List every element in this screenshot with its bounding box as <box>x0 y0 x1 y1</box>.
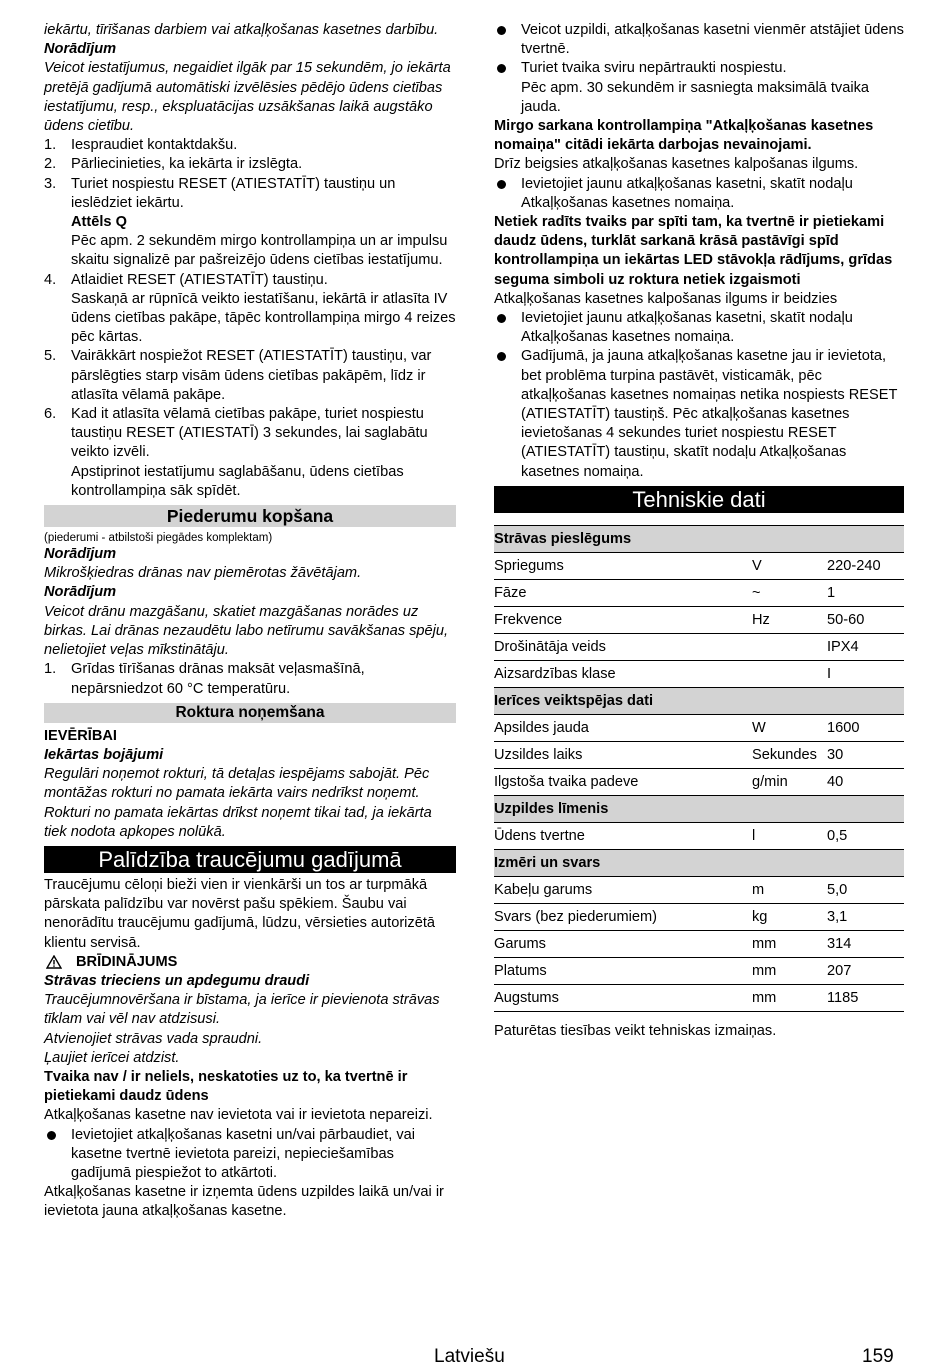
bullet-item <box>494 175 904 213</box>
bullet-item <box>44 1126 456 1184</box>
bullet-text: Gadījumā, ja jauna atkaļķošanas kasetne jau ir ievietota, bet problēma turpina pastāvēt, visticamāk, pēc atkaļķošanas kasetnes nomaiņas netika nospiests RESET (ATIESTATĪT) taustiņš. Pēc atkaļķošanas kasetnes ievietošanas 4 sekundes turiet nospiestu RESET (ATIESTATĪT) taustiņu, skatīt nodaļu Atkaļķošanas kasetnes nomaiņa. <box>521 348 898 480</box>
damage-text: Regulāri noņemot rokturi, tā detaļas iespējams sabojāt. Pēc montāžas rokturi no pamata iekārta vairs nedrīkst noņemt. <box>44 766 430 802</box>
left-column <box>44 21 456 1222</box>
table-cell-value: 0,5 <box>827 822 904 849</box>
footer-language: Latviešu <box>434 1346 505 1367</box>
table-cell-label: Augstums <box>494 984 752 1011</box>
problem-text: Atkaļķošanas kasetne ir izņemta ūdens uzpildes laikā un/vai ir ievietota jauna atkaļķošanas kasetne. <box>44 1184 444 1220</box>
bullet-item <box>494 347 904 481</box>
step-number: 6. <box>44 406 57 423</box>
table-row <box>494 903 904 930</box>
table-cell-label: Kabeļu garums <box>494 876 752 903</box>
step-text: Iespraudiet kontaktdakšu. <box>71 137 238 154</box>
table-section-row <box>494 795 904 822</box>
table-cell-unit: l <box>752 822 827 849</box>
attention-label: IEVĒRĪBAI <box>44 727 117 744</box>
table-cell-value: 5,0 <box>827 876 904 903</box>
table-cell-value: 3,1 <box>827 903 904 930</box>
bullet-dot-icon <box>497 64 506 73</box>
table-cell-value: 207 <box>827 957 904 984</box>
problem-title: Netiek radīts tvaiks par spīti tam, ka tvertnē ir pietiekami daudz ūdens, turklāt sarkanā krāsā pastāvīgi spīd kontrollampiņa un iekārtas LED stāvokļa rādījums, grīdas seguma simboli uz roktura netiek izgaismoti <box>494 214 893 288</box>
damage-title: Iekārtas bojājumi <box>44 746 164 763</box>
damage-text: Rokturi no pamata iekārtas drīkst noņemt tikai tad, ja iekārta tiek nodota apkopes nolūkā. <box>44 804 432 840</box>
note-title: Norādījum <box>44 546 117 563</box>
bullet-dot-icon <box>497 314 506 323</box>
section-heading-handle: Roktura noņemšana <box>44 703 456 723</box>
problem-text: Drīz beigsies atkaļķošanas kasetnes kalpošanas ilgums. <box>494 156 859 173</box>
step-text: Grīdas tīrīšanas drānas maksāt veļasmašīnā, nepārsniedzot 60 °C temperatūru. <box>71 661 365 697</box>
bullet-dot-icon <box>497 26 506 35</box>
table-cell-unit <box>752 660 827 687</box>
table-cell-value <box>827 849 904 876</box>
table-row <box>494 579 904 606</box>
table-cell-value: 50-60 <box>827 606 904 633</box>
table-row <box>494 876 904 903</box>
shock-text: Ļaujiet ierīcei atdzist. <box>44 1049 180 1066</box>
step-item <box>44 136 456 155</box>
table-cell-value <box>827 525 904 552</box>
table-cell-label: Spriegums <box>494 552 752 579</box>
table-cell-unit: m <box>752 876 827 903</box>
step-text: Pārliecinieties, ka iekārta ir izslēgta. <box>71 156 303 173</box>
step-item <box>44 175 456 271</box>
figure-text: Pēc apm. 2 sekundēm mirgo kontrollampiņa un ar impulsu skaitu signalizē par pašreizējo ūdens cietības iestatījumu. <box>71 233 448 269</box>
table-cell-unit <box>752 687 827 714</box>
right-column <box>494 21 904 1041</box>
section-heading-troubleshooting: Palīdzība traucējumu gadījumā <box>44 846 456 873</box>
step-number: 2. <box>44 156 57 173</box>
step-subtext: Apstiprinot iestatījumu saglabāšanu, ūdens cietības kontrollampiņa sāk spīdēt. <box>71 463 404 499</box>
step-item <box>44 347 456 405</box>
bullet-dot-icon <box>47 1131 56 1140</box>
table-cell-label: Uzpildes līmenis <box>494 795 752 822</box>
table-cell-label: Svars (bez piederumiem) <box>494 903 752 930</box>
table-cell-label: Ilgstoša tvaika padeve <box>494 768 752 795</box>
table-cell-unit: Sekundes <box>752 741 827 768</box>
table-cell-label: Ierīces veiktspējas dati <box>494 687 752 714</box>
table-section-row <box>494 525 904 552</box>
table-section-row <box>494 849 904 876</box>
table-cell-label: Platums <box>494 957 752 984</box>
table-cell-unit: ~ <box>752 579 827 606</box>
problem-title: Mirgo sarkana kontrollampiņa "Atkaļķošanas kasetnes nomaiņa" citādi iekārta darbojas nevainojami. <box>494 118 874 154</box>
step-item <box>44 155 456 174</box>
table-cell-label: Drošinātāja veids <box>494 633 752 660</box>
bullet-text: Ievietojiet atkaļķošanas kasetni un/vai pārbaudiet, vai kasetne tvertnē ievietota pareizi, nepieciešamības gadījumā piespiežot to atkārtoti. <box>71 1126 415 1181</box>
bullet-dot-icon <box>497 180 506 189</box>
problem-text: Atkaļķošanas kasetne nav ievietota vai ir ievietota nepareizi. <box>44 1107 433 1124</box>
table-cell-value <box>827 795 904 822</box>
table-cell-label: Ūdens tvertne <box>494 822 752 849</box>
note-text: Mikrošķiedras drānas nav piemērotas žāvētājam. <box>44 565 362 582</box>
table-cell-value: 30 <box>827 741 904 768</box>
table-cell-label: Izmēri un svars <box>494 849 752 876</box>
table-cell-unit: mm <box>752 957 827 984</box>
step-number: 4. <box>44 271 57 288</box>
note-text: Veicot iestatījumus, negaidiet ilgāk par 15 sekundēm, jo iekārta pretējā gadījumā automātiski izvēlēsies pēdējo ūdens cietības iestatījumu, resp., ekspluatācijas uzsākšanas laikā augstāko ūdens cietību. <box>44 60 451 135</box>
table-cell-label: Strāvas pieslēgums <box>494 525 752 552</box>
note-title: Norādījum <box>44 584 117 601</box>
table-cell-value: 1 <box>827 579 904 606</box>
bullet-text: Ievietojiet jaunu atkaļķošanas kasetni, skatīt nodaļu Atkaļķošanas kasetnes nomaiņa. <box>521 175 853 211</box>
table-cell-label: Fāze <box>494 579 752 606</box>
troubleshooting-intro: Traucējumu cēloņi bieži vien ir vienkārši un tos ar turpmākā pārskata palīdzību var novērst pašu spēkiem. Šaubu vai nenorādītu traucējumu gadījumā, lūdzu, vērsieties autorizētā klientu servisā. <box>44 876 436 951</box>
table-cell-value: IPX4 <box>827 633 904 660</box>
table-row <box>494 714 904 741</box>
step-number: 1. <box>44 137 57 154</box>
table-row <box>494 633 904 660</box>
warning-triangle-icon <box>46 955 62 969</box>
intro-text: iekārtu, tīrīšanas darbiem vai atkaļķošanas kasetnes darbību. <box>44 22 439 38</box>
table-cell-label: Apsildes jauda <box>494 714 752 741</box>
bullet-dot-icon <box>497 352 506 361</box>
table-cell-unit: W <box>752 714 827 741</box>
table-cell-unit: mm <box>752 930 827 957</box>
table-cell-unit: V <box>752 552 827 579</box>
technical-data-table <box>494 525 904 1012</box>
accessories-note: (piederumi - atbilstoši piegādes komplektam) <box>44 532 273 545</box>
figure-label: Attēls Q <box>71 214 127 231</box>
table-cell-unit <box>752 633 827 660</box>
note-title: Norādījum <box>44 41 117 58</box>
table-cell-value: 1185 <box>827 984 904 1011</box>
table-row <box>494 552 904 579</box>
step-number: 5. <box>44 348 57 365</box>
section-heading-accessories: Piederumu kopšana <box>44 505 456 527</box>
technical-note: Paturētas tiesības veikt tehniskas izmaiņas. <box>494 1022 777 1039</box>
table-section-row <box>494 687 904 714</box>
note-text: Veicot drānu mazgāšanu, skatiet mazgāšanas norādes uz birkas. Lai drānas nezaudētu labo netīrumu savākšanas spēju, nelietojiet veļas mīkstinātāju. <box>44 603 449 659</box>
shock-text: Atvienojiet strāvas vada spraudni. <box>44 1030 263 1047</box>
table-row <box>494 930 904 957</box>
step-text: Atlaidiet RESET (ATIESTATĪT) taustiņu. <box>71 271 328 288</box>
table-row <box>494 741 904 768</box>
table-row <box>494 768 904 795</box>
bullet-text: Turiet tvaika sviru nepārtraukti nospiestu. <box>521 60 787 77</box>
step-item <box>44 660 456 698</box>
table-cell-label: Garums <box>494 930 752 957</box>
step-item <box>44 405 456 501</box>
table-cell-label: Uzsildes laiks <box>494 741 752 768</box>
step-text: Vairākkārt nospiežot RESET (ATIESTATĪT) taustiņu, var pārslēgties starp visām ūdens cietības pakāpēm, līdz ir atlasīta vēlamā pakāpe. <box>71 348 432 403</box>
step-text: Turiet nospiestu RESET (ATIESTATĪT) taustiņu un ieslēdziet iekārtu. <box>71 175 396 211</box>
bullet-subtext: Pēc apm. 30 sekundēm ir sasniegta maksimālā tvaika jauda. <box>521 79 869 115</box>
table-cell-unit: kg <box>752 903 827 930</box>
warning-row <box>44 953 456 972</box>
table-cell-unit <box>752 795 827 822</box>
table-row <box>494 660 904 687</box>
table-cell-unit: mm <box>752 984 827 1011</box>
shock-title: Strāvas trieciens un apdegumu draudi <box>44 972 310 989</box>
shock-text: Traucējumnovēršana ir bīstama, ja ierīce ir pievienota strāvas tīklam vai vēl nav atdzisusi. <box>44 992 440 1028</box>
table-cell-label: Frekvence <box>494 606 752 633</box>
step-item <box>44 271 456 348</box>
table-cell-value: 220-240 <box>827 552 904 579</box>
warning-label: BRĪDINĀJUMS <box>76 953 178 970</box>
table-row <box>494 606 904 633</box>
table-cell-label: Aizsardzības klase <box>494 660 752 687</box>
step-subtext: Saskaņā ar rūpnīcā veikto iestatīšanu, iekārtā ir atlasīta IV ūdens cietības pakāpe, tāpēc kontrollampiņa mirgo 4 reizes pēc kārtas. <box>71 290 456 346</box>
table-cell-unit: Hz <box>752 606 827 633</box>
table-cell-unit <box>752 525 827 552</box>
bullet-text: Veicot uzpildi, atkaļķošanas kasetni vienmēr atstājiet ūdens tvertnē. <box>521 22 904 58</box>
bullet-item <box>494 59 904 117</box>
bullet-text: Ievietojiet jaunu atkaļķošanas kasetni, skatīt nodaļu Atkaļķošanas kasetnes nomaiņa. <box>521 310 853 346</box>
table-cell-value: 314 <box>827 930 904 957</box>
step-text: Kad it atlasīta vēlamā cietības pakāpe, turiet nospiestu taustiņu RESET (ATIESTATĪ) 3 sekundes, lai saglabātu veikto izvēli. <box>71 406 428 461</box>
step-number: 1. <box>44 661 57 678</box>
table-row <box>494 984 904 1011</box>
problem-text: Atkaļķošanas kasetnes kalpošanas ilgums ir beidzies <box>494 290 838 307</box>
table-cell-value <box>827 687 904 714</box>
table-row <box>494 957 904 984</box>
table-cell-unit: g/min <box>752 768 827 795</box>
table-cell-value: I <box>827 660 904 687</box>
step-number: 3. <box>44 175 57 192</box>
bullet-item <box>494 21 904 59</box>
section-heading-technical-data: Tehniskie dati <box>494 486 904 513</box>
page-number: 159 <box>862 1346 894 1367</box>
problem-title: Tvaika nav / ir neliels, neskatoties uz to, ka tvertnē ir pietiekami daudz ūdens <box>44 1068 408 1105</box>
bullet-item <box>494 309 904 347</box>
table-cell-unit <box>752 849 827 876</box>
table-cell-value: 1600 <box>827 714 904 741</box>
table-cell-value: 40 <box>827 768 904 795</box>
table-row <box>494 822 904 849</box>
